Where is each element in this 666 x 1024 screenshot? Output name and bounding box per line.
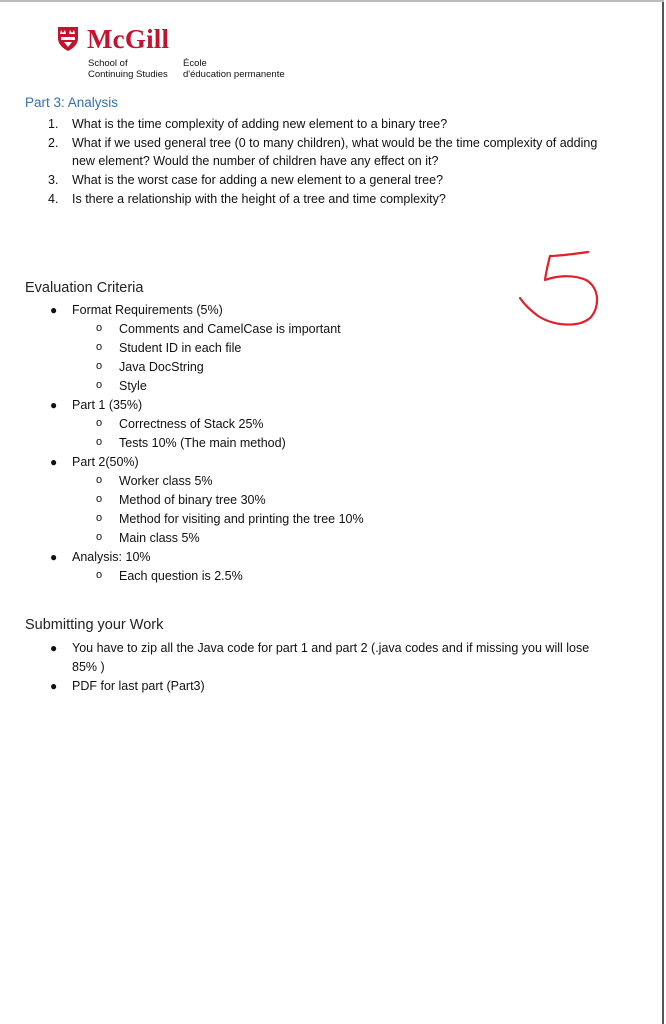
submitting-item: You have to zip all the Java code for part 1 and part 2 (.java codes and if missing you will lose	[72, 641, 590, 655]
criteria-item: Analysis: 10%	[72, 550, 151, 564]
question-number: 3.	[48, 173, 59, 187]
submitting-item: PDF for last part (Part3)	[72, 679, 205, 693]
sub-bullet-icon: o	[96, 512, 103, 524]
sub-bullet-icon: o	[96, 474, 103, 486]
criteria-subitem: Method of binary tree 30%	[119, 493, 266, 507]
logo-school-fr-line2: d'éducation permanente	[183, 69, 285, 80]
part3-heading: Part 3: Analysis	[25, 95, 119, 110]
bullet-icon: ●	[50, 679, 58, 693]
criteria-item: Format Requirements (5%)	[72, 303, 223, 317]
bullet-icon: ●	[50, 455, 58, 469]
bullet-icon: ●	[50, 398, 58, 412]
submitting-heading: Submitting your Work	[25, 617, 164, 633]
bullet-icon: ●	[50, 303, 58, 317]
criteria-subitem: Each question is 2.5%	[119, 569, 243, 583]
evaluation-heading: Evaluation Criteria	[25, 280, 144, 296]
criteria-subitem: Worker class 5%	[119, 474, 213, 488]
question-text: What if we used general tree (0 to many children), what would be the time complexity of adding	[72, 136, 598, 150]
sub-bullet-icon: o	[96, 436, 103, 448]
bullet-icon: ●	[50, 550, 58, 564]
criteria-subitem: Method for visiting and printing the tree 10%	[119, 512, 364, 526]
criteria-item: Part 2(50%)	[72, 455, 139, 469]
handwritten-grade-five	[516, 246, 606, 332]
mcgill-crest-icon	[57, 26, 79, 52]
question-text: What is the worst case for adding a new element to a general tree?	[72, 173, 444, 187]
criteria-subitem: Correctness of Stack 25%	[119, 417, 264, 431]
sub-bullet-icon: o	[96, 322, 103, 334]
sub-bullet-icon: o	[96, 417, 103, 429]
sub-bullet-icon: o	[96, 531, 103, 543]
logo-school-en-line1: School of	[88, 58, 128, 69]
question-number: 4.	[48, 192, 59, 206]
question-number: 2.	[48, 136, 59, 150]
submitting-item-continued: 85% )	[72, 660, 105, 674]
question-text-continued: new element? Would the number of children have any effect on it?	[72, 154, 439, 168]
sub-bullet-icon: o	[96, 569, 103, 581]
criteria-subitem: Comments and CamelCase is important	[119, 322, 341, 336]
question-number: 1.	[48, 117, 59, 131]
page-top-border	[0, 0, 664, 2]
criteria-subitem: Java DocString	[119, 360, 204, 374]
criteria-item: Part 1 (35%)	[72, 398, 143, 412]
logo-school-french	[183, 58, 285, 80]
question-text: What is the time complexity of adding new element to a binary tree?	[72, 117, 448, 131]
logo-school-fr-line1: École	[183, 58, 207, 69]
sub-bullet-icon: o	[96, 341, 103, 353]
logo-school-en-line2: Continuing Studies	[88, 69, 168, 80]
bullet-icon: ●	[50, 641, 58, 655]
criteria-subitem: Main class 5%	[119, 531, 200, 545]
criteria-subitem: Tests 10% (The main method)	[119, 436, 286, 450]
sub-bullet-icon: o	[96, 493, 103, 505]
logo-school-english	[88, 58, 168, 80]
criteria-subitem: Student ID in each file	[119, 341, 242, 355]
sub-bullet-icon: o	[96, 379, 103, 391]
criteria-subitem: Style	[119, 379, 147, 393]
question-text: Is there a relationship with the height of a tree and time complexity?	[72, 192, 446, 206]
sub-bullet-icon: o	[96, 360, 103, 372]
logo-wordmark: McGill	[87, 24, 170, 54]
